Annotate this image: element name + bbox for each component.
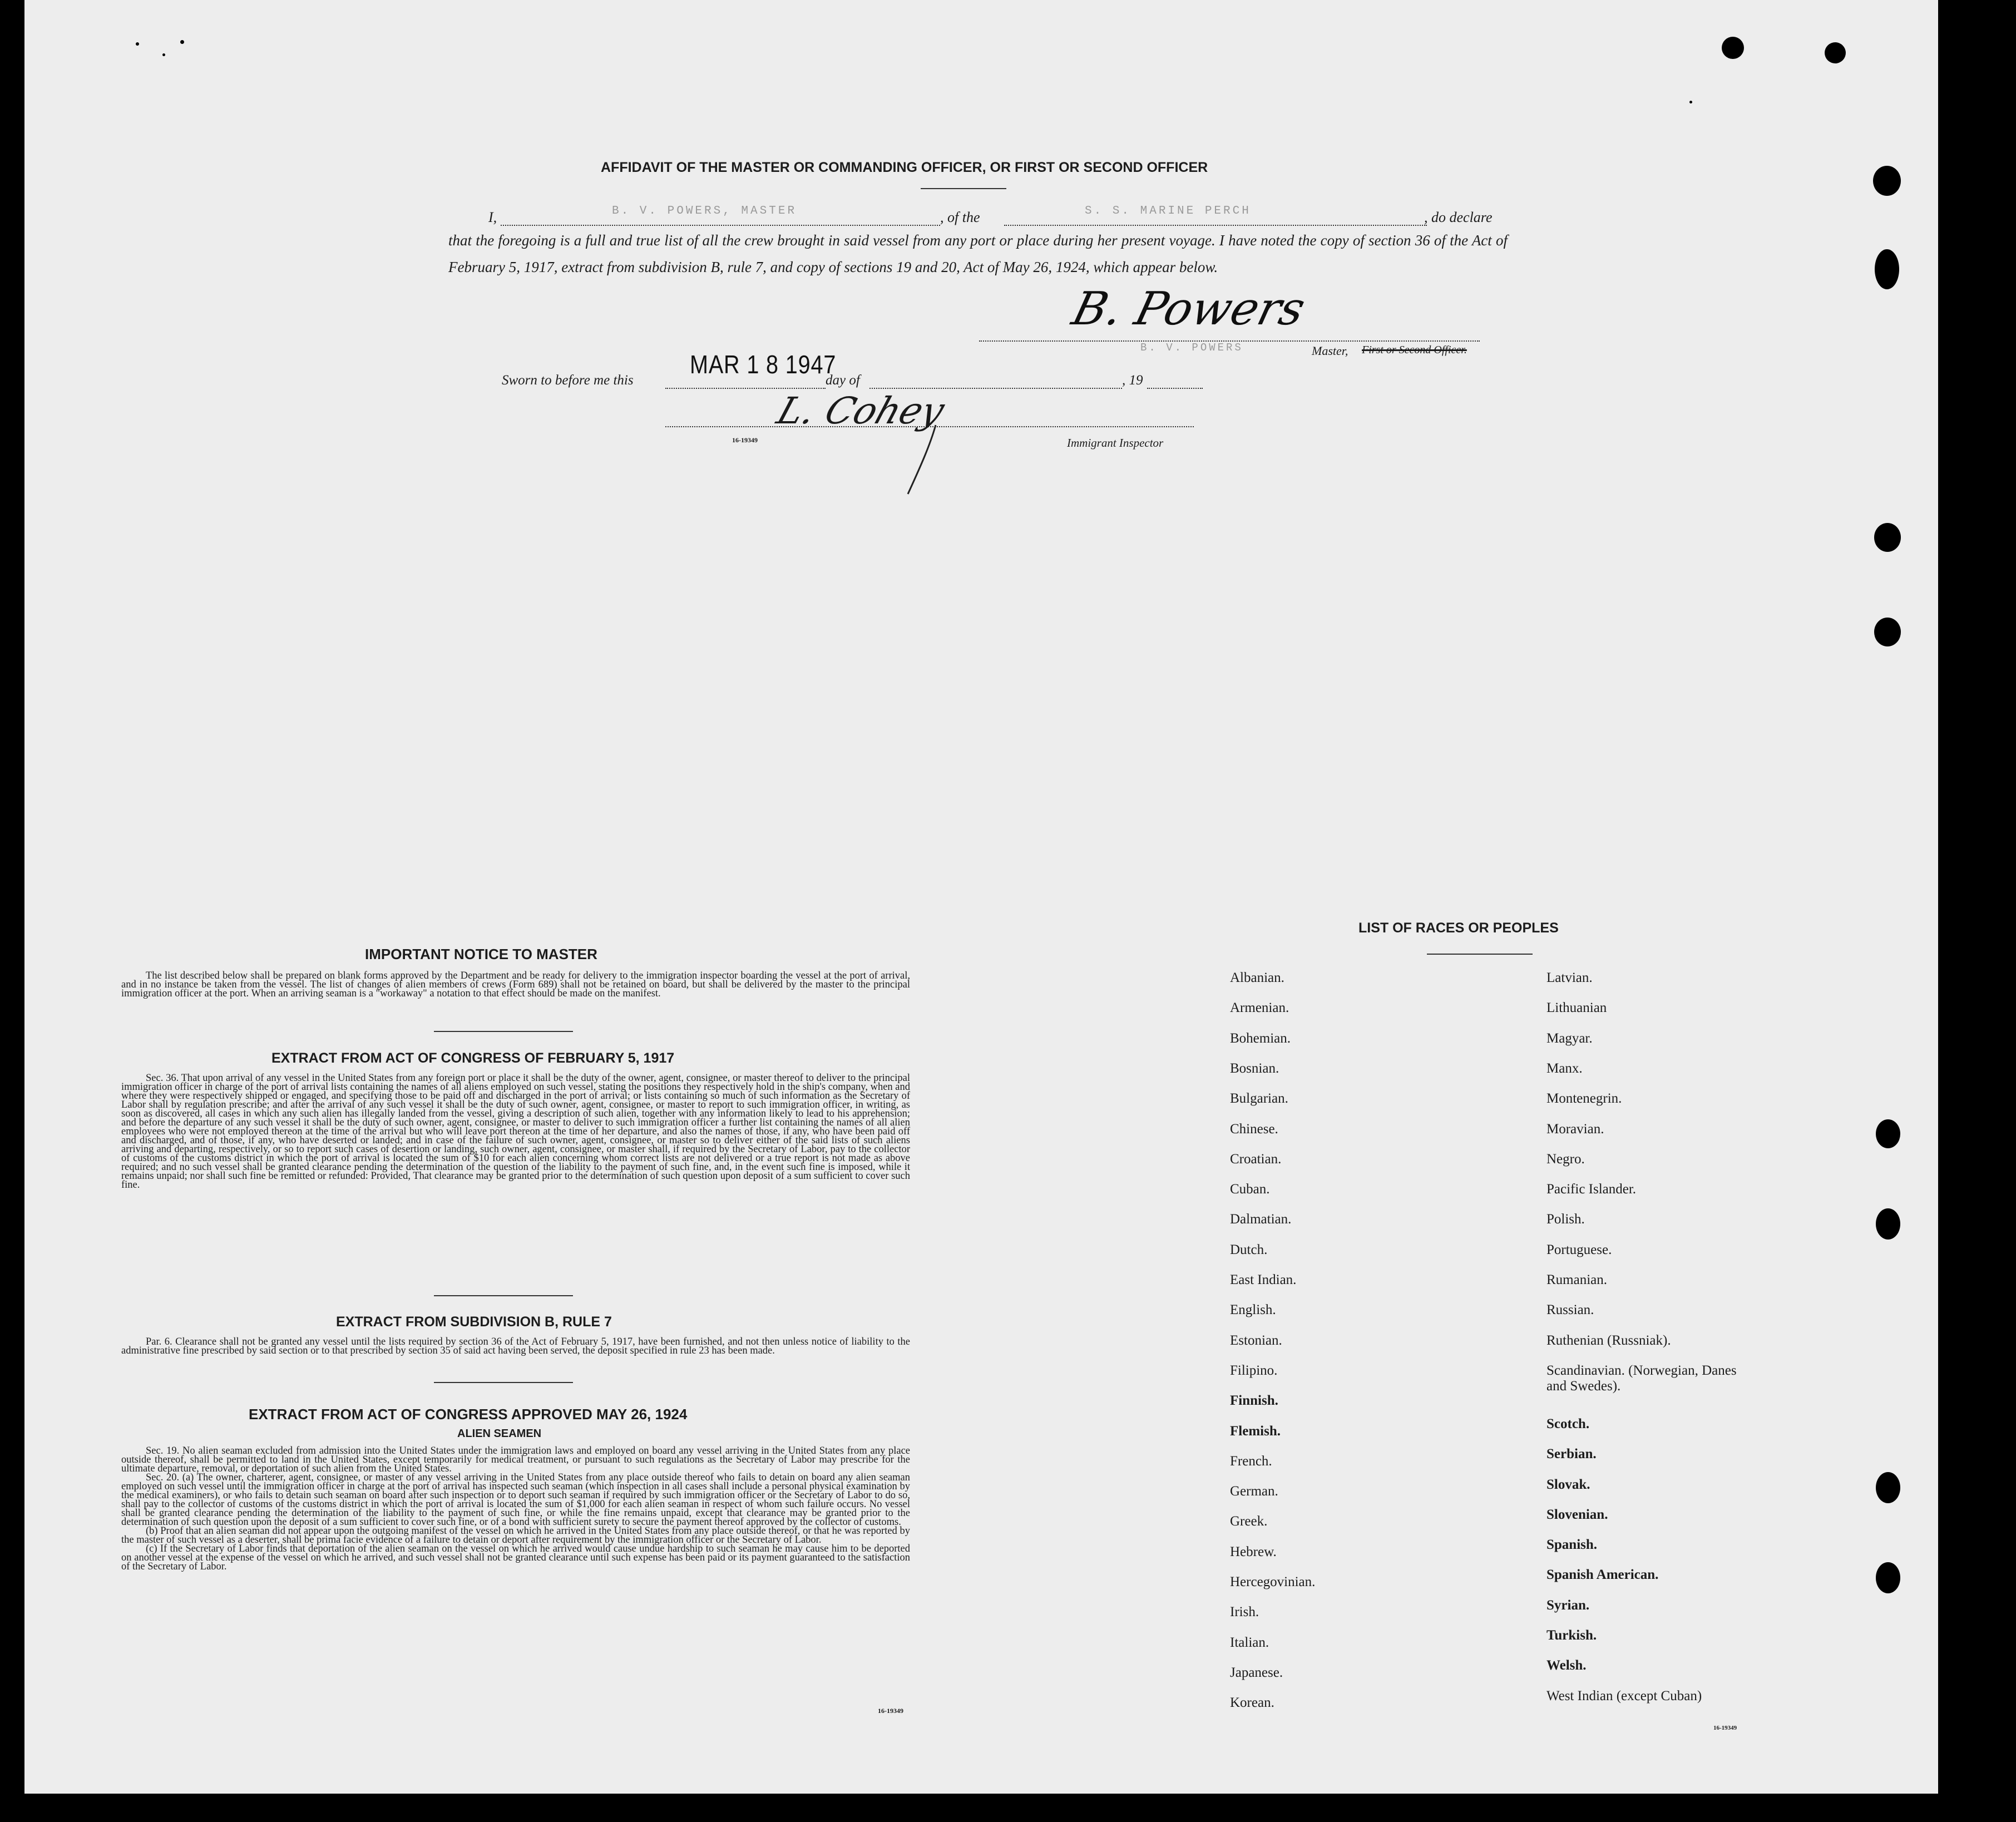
title-divider — [921, 188, 1006, 189]
extract-1917-title: EXTRACT FROM ACT OF CONGRESS OF FEBRUARY 5, 1917 — [271, 1050, 675, 1066]
race-item: French. — [1230, 1453, 1272, 1469]
binder-hole-7 — [1876, 1472, 1900, 1503]
races-title: LIST OF RACES OR PEOPLES — [1358, 920, 1559, 936]
race-item: Bulgarian. — [1230, 1091, 1288, 1107]
speck — [136, 42, 139, 46]
binder-hole-top-1 — [1722, 37, 1744, 59]
notice-paragraph: The list described below shall be prepared on blank forms approved by the Department and be ready for delivery to the immigration inspector boarding the vessel at the port of arrival, and in no instance be taken from the vessel. The list of changes of alien members of crews (Form 689) shall not be retained on board, but shall be delivered by the master to the principal immigration officer at the port. When an arriving seaman is a "workaway" a notation to that effect should be made on the manifest. — [121, 970, 910, 999]
race-item: Magyar. — [1546, 1030, 1593, 1046]
rule7-title: EXTRACT FROM SUBDIVISION B, RULE 7 — [336, 1314, 612, 1330]
race-item: Pacific Islander. — [1546, 1182, 1637, 1197]
race-item: Portuguese. — [1546, 1242, 1612, 1257]
rule7-text — [121, 1337, 910, 1355]
race-item: Manx. — [1546, 1060, 1583, 1076]
vessel-name: S. S. MARINE PERCH — [1085, 205, 1251, 218]
notice-title: IMPORTANT NOTICE TO MASTER — [365, 946, 597, 962]
extract-1924-text — [121, 1446, 910, 1571]
race-item: Moravian. — [1546, 1121, 1604, 1137]
race-item: Italian. — [1230, 1635, 1269, 1650]
race-item: Russian. — [1546, 1302, 1594, 1318]
do-declare-label: , do declare — [1424, 209, 1493, 225]
race-item: Latvian. — [1546, 970, 1593, 985]
race-item: Slovenian. — [1546, 1507, 1608, 1522]
extract-1917-divider — [434, 1295, 573, 1296]
race-item: Finnish. — [1230, 1393, 1278, 1409]
race-item: Estonian. — [1230, 1332, 1282, 1348]
notice-text — [121, 971, 910, 998]
speck — [1689, 101, 1692, 103]
race-item: Negro. — [1546, 1151, 1585, 1167]
form-number-extracts: 16-19349 — [878, 1707, 903, 1715]
binder-hole-4 — [1874, 618, 1901, 646]
speck — [180, 40, 184, 44]
typed-signer: B. V. POWERS — [1140, 342, 1243, 354]
rule7-divider — [434, 1382, 573, 1383]
race-item: Hercegovinian. — [1230, 1574, 1316, 1589]
sworn-day-line — [665, 388, 826, 389]
sec-20b-paragraph: (b) Proof that an alien seaman did not appear upon the outgoing manifest of the vessel on which he arrived in the United States from any place outside thereof, or that he was reported by the master of such vessel as a deserter, shall be prima facie evidence of a failure to detain or deport after requirement by the immigration officer or the Secretary of Labor. — [121, 1525, 910, 1546]
form-number-affidavit: 16-19349 — [732, 436, 758, 444]
sworn-prefix: Sworn to before me this — [502, 373, 634, 388]
sec-19-paragraph: Sec. 19. No alien seaman excluded from admission into the United States under the immigration laws and employed on board any vessel arriving in the United States from any place outside thereof, shall be permitted to land in the United States, except temporarily for medical treatment, or pursuant to such regulations as the Secretary of Labor may prescribe for the ultimate departure, removal, or deportation of such alien from the United States. — [121, 1445, 910, 1474]
par-6-paragraph: Par. 6. Clearance shall not be granted any vessel until the lists required by section 36 of the Act of February 5, 1917, have been furnished, and not then unless notice of liability to the administrative fine prescribed by said section or to that prescribed by section 35 of said act having been served, the deposit specified in rule 23 has been made. — [121, 1336, 910, 1356]
race-item: Greek. — [1230, 1514, 1268, 1529]
race-item: Lithuanian — [1546, 1000, 1607, 1016]
declarant-name: B. V. POWERS, MASTER — [612, 205, 797, 218]
year-line — [1147, 388, 1203, 389]
inspector-signature: L. Cohey — [772, 389, 950, 432]
master-signature: B. Powers — [1067, 283, 1311, 335]
sec-36-paragraph: Sec. 36. That upon arrival of any vessel in the United States from any foreign port or place it shall be the duty of the owner, agent, consignee, or master thereof to deliver to the principal immigration officer in charge of the port of arrival lists containing the names of all aliens employed on such vessel, stating the positions they respectively hold in the ship's company, when and where they were respectively shipped or engaged, and specifying those to be paid off and discharged in the port of arrival; or lists containing so much of such information as the Secretary of Labor shall by regulation prescribe; and after the arrival of any such vessel it shall be the duty of such owner, agent, consignee, or master to report to such immigration officer, in writing, as soon as discovered, all cases in which any such alien has illegally landed from the vessel, giving a description of such alien, together with any information likely to lead to his apprehension; and before the departure of any such vessel it shall be the duty of such owner, agent, consignee, or master to deliver to such immigration officer a further list containing the names of all alien employees who were not employed thereon at the time of the arrival but who will leave port thereon at the time of her departure, and also the names of those, if any, who have been paid off and discharged, and of those, if any, who have deserted or landed; and in case of the failure of such owner, agent, consignee, or master so to deliver either of the said lists of such aliens arriving and departing, respectively, or so to report such cases of desertion or landing, such owner, agent, consignee, or master shall, if required by the Secretary of Labor, pay to the collector of customs of the customs district in which the port of arrival is located the sum of $10 for each alien concerning whom correct lists are not delivered or a true report is not made as above required; and no such vessel shall be granted clearance pending the determination of the question of the liability to the payment of such fine, and, in the event such fine is imposed, while it remains unpaid; nor shall such fine be remitted or refunded: Provided, That clearance may be granted prior to the determination of such question upon deposit of a sum sufficient to cover such fine. — [121, 1073, 910, 1191]
binder-hole-top-2 — [1825, 42, 1846, 63]
race-item: East Indian. — [1230, 1272, 1297, 1287]
race-item: Irish. — [1230, 1604, 1259, 1620]
form-number-races: 16-19349 — [1713, 1725, 1737, 1731]
race-item: Dutch. — [1230, 1242, 1268, 1257]
struck-officer-label: First or Second Officer. — [1362, 344, 1467, 356]
race-item: Spanish. — [1546, 1537, 1598, 1553]
race-item: Scotch. — [1546, 1416, 1590, 1431]
inspector-signature-tail — [901, 423, 946, 501]
of-the-label: , of the — [940, 209, 980, 225]
race-item: Cuban. — [1230, 1182, 1270, 1197]
speck — [162, 53, 165, 56]
binder-hole-6 — [1876, 1208, 1900, 1240]
binder-hole-5 — [1876, 1119, 1900, 1148]
affidavit-body: that the foregoing is a full and true list of all the crew brought in said vessel from any port or place during her present voyage. I have noted the copy of section 36 of the Act of February 5, 1917, extract from subdivision B, rule 7, and copy of sections 19 and 20, Act of May 26, 1924, which appear below. — [448, 232, 1508, 275]
affidavit-title: AFFIDAVIT OF THE MASTER OR COMMANDING OFFICER, OR FIRST OR SECOND OFFICER — [601, 160, 1208, 175]
race-item: Dalmatian. — [1230, 1212, 1292, 1227]
race-item: Syrian. — [1546, 1597, 1590, 1613]
race-item: Korean. — [1230, 1695, 1274, 1711]
binder-hole-2 — [1875, 249, 1899, 289]
race-item: West Indian (except Cuban) — [1546, 1688, 1702, 1704]
race-item: Chinese. — [1230, 1121, 1278, 1137]
race-item: Flemish. — [1230, 1423, 1281, 1439]
race-item: Japanese. — [1230, 1665, 1283, 1680]
race-item: Welsh. — [1546, 1658, 1587, 1673]
sec-20c-paragraph: (c) If the Secretary of Labor finds that deportation of the alien seaman on the vessel on which he arrived would cause undue hardship to such seaman he may cause him to be deported on another vessel at the expense of the vessel on which he arrived, and such vessel shall not be granted clearance until such expense has been paid or its payment guaranteed to the satisfaction of the Secretary of Labor. — [121, 1543, 910, 1572]
alien-seamen-subtitle: ALIEN SEAMEN — [457, 1428, 542, 1440]
races-divider — [1427, 954, 1533, 955]
master-label: Master, — [1312, 344, 1348, 358]
race-item: Bosnian. — [1230, 1060, 1279, 1076]
race-item: Turkish. — [1546, 1628, 1597, 1643]
inspector-label: Immigrant Inspector — [1067, 436, 1164, 450]
day-of-label: day of — [826, 373, 860, 388]
month-line — [869, 388, 1122, 389]
race-item: Montenegrin. — [1546, 1091, 1622, 1107]
notice-divider — [434, 1031, 573, 1032]
declarant-prefix: I, — [488, 209, 497, 225]
race-item: Serbian. — [1546, 1446, 1597, 1462]
race-item: English. — [1230, 1302, 1276, 1318]
extract-1917-text — [121, 1074, 910, 1189]
binder-hole-8 — [1876, 1562, 1900, 1593]
binder-hole-3 — [1874, 523, 1901, 552]
race-item: Filipino. — [1230, 1362, 1278, 1378]
race-item: Croatian. — [1230, 1151, 1282, 1167]
year-prefix: , 19 — [1122, 373, 1143, 388]
race-item: Rumanian. — [1546, 1272, 1608, 1287]
extract-1924-title: EXTRACT FROM ACT OF CONGRESS APPROVED MAY 26, 1924 — [249, 1406, 688, 1423]
race-item: Albanian. — [1230, 970, 1284, 985]
race-item: Slovak. — [1546, 1477, 1590, 1492]
race-item: Polish. — [1546, 1212, 1585, 1227]
declarant-line — [501, 225, 940, 226]
race-item: Spanish American. — [1546, 1567, 1659, 1583]
vessel-line — [1004, 225, 1427, 226]
race-item: Bohemian. — [1230, 1030, 1291, 1046]
date-stamp: MAR 1 8 1947 — [690, 350, 837, 379]
race-item: Hebrew. — [1230, 1544, 1277, 1559]
race-item: Ruthenian (Russniak). — [1546, 1332, 1671, 1348]
binder-hole-1 — [1873, 166, 1901, 196]
race-item: Armenian. — [1230, 1000, 1289, 1016]
sec-20a-paragraph: Sec. 20. (a) The owner, charterer, agent, consignee, or master of any vessel arriving in the United States from any place outside thereof who fails to detain on board any alien seaman employed on such vessel until the immigration officer in charge at the port of arrival has inspected such seaman (which inspection in all cases shall include a personal physical examination by the medical examiners), or who fails to detain such seaman on board after such inspection or to deport such seaman if required by such immigration officer or the Secretary of Labor to do so, shall pay to the collector of customs of the customs district in which the port of arrival is located the sum of $1,000 for each alien seaman in respect of whom such failure occurs. No vessel shall be granted clearance pending the determination of the liability to the payment of such fine, or while the fine remains unpaid, except that clearance may be granted prior to the determination of such question upon the deposit of a sum sufficient to cover such fine, or of a bond with sufficient surety to secure the payment thereof approved by the collector of customs. — [121, 1472, 910, 1528]
race-item: German. — [1230, 1484, 1278, 1499]
race-item: Scandinavian. (Norwegian, Danes and Swedes). — [1546, 1362, 1737, 1394]
